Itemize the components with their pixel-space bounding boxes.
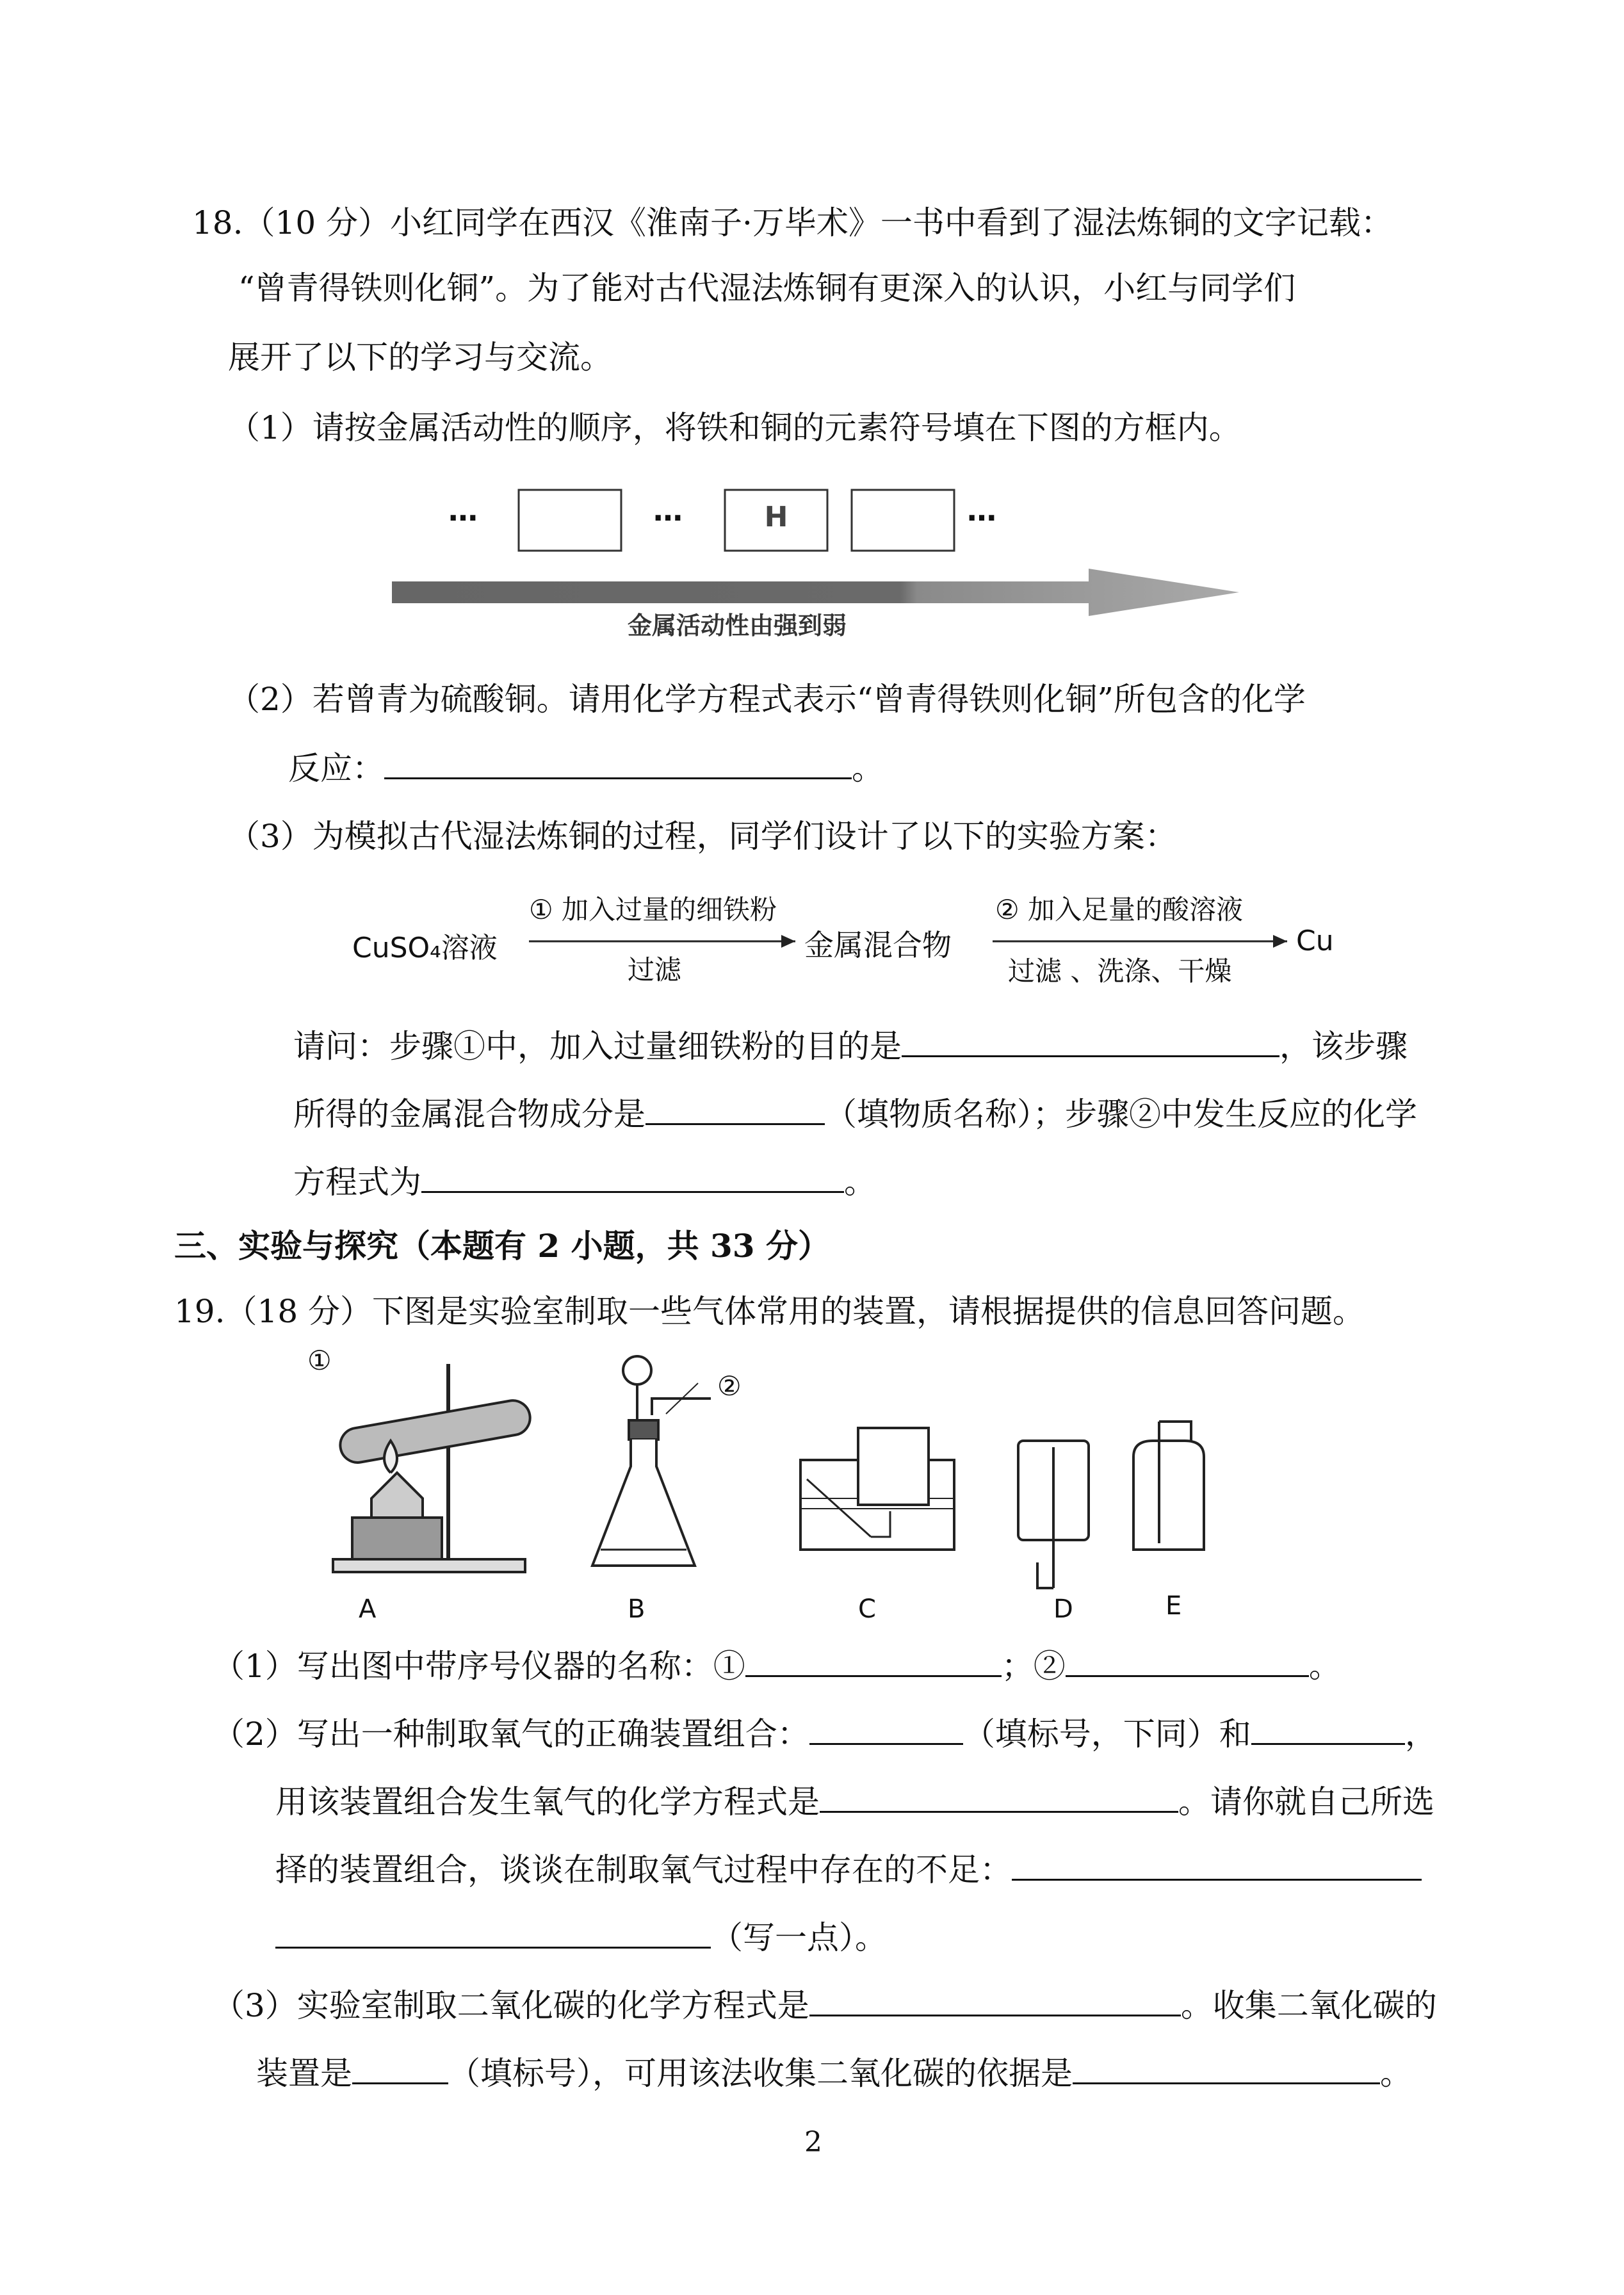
activity-box-1 <box>519 490 621 551</box>
flow-arrowhead-2 <box>1273 935 1287 948</box>
answer-blank-shortcoming-cont[interactable] <box>275 1917 711 1949</box>
apparatus-d <box>1018 1441 1089 1588</box>
activity-series-figure <box>384 474 1255 653</box>
q19-part2-line2: 用该装置组合发生氧气的化学方程式是 。请你就自己所选 <box>275 1781 1434 1821</box>
apparatus-label-b: B <box>628 1594 646 1624</box>
apparatus-c <box>800 1428 954 1550</box>
apparatus-figure <box>295 1345 1294 1639</box>
apparatus-e <box>1133 1422 1204 1550</box>
apparatus-label-e: E <box>1165 1591 1182 1621</box>
q18-part1: （1）请按金属活动性的顺序，将铁和铜的元素符号填在下图的方框内。 <box>228 409 1241 446</box>
section-3-title: 三、实验与探究（本题有 2 小题，共 33 分） <box>174 1227 830 1265</box>
answer-blank-co2-equation[interactable] <box>809 1985 1181 2016</box>
q18-part3: （3）为模拟古代湿法炼铜的过程，同学们设计了以下的实验方案： <box>228 818 1177 855</box>
ellipsis-left: … <box>448 493 478 528</box>
apparatus-label-a: A <box>359 1594 377 1624</box>
answer-blank-shortcoming[interactable] <box>1012 1849 1422 1881</box>
apparatus-label-d: D <box>1053 1594 1073 1624</box>
q19-stem: 19.（18 分）下图是实验室制取一些气体常用的装置，请根据提供的信息回答问题。 <box>174 1293 1365 1330</box>
answer-blank-co2-reason[interactable] <box>1073 2053 1380 2084</box>
flow-step1-bottom: 过滤 <box>628 954 682 985</box>
answer-blank-instrument-2[interactable] <box>1066 1646 1309 1677</box>
hydrogen-symbol: H <box>764 501 788 533</box>
activity-box-3 <box>852 490 954 551</box>
apparatus-b <box>592 1356 711 1566</box>
answer-blank-equation[interactable] <box>384 748 852 779</box>
apparatus-label-c: C <box>858 1594 876 1624</box>
q19-part2-line3: 择的装置组合，谈谈在制取氧气过程中存在的不足： <box>275 1849 1422 1889</box>
answer-blank-mixture[interactable] <box>646 1094 825 1125</box>
q18-part2-line1: （2）若曾青为硫酸铜。请用化学方程式表示“曾青得铁则化铜”所包含的化学 <box>228 681 1306 718</box>
q18-ask-line3: 方程式为 。 <box>293 1162 876 1201</box>
q18-ask-line1: 请问：步骤①中，加入过量细铁粉的目的是 ，该步骤 <box>293 1026 1408 1066</box>
answer-blank-step2-equation[interactable] <box>421 1162 844 1193</box>
activity-arrow-label: 金属活动性由强到弱 <box>628 612 847 640</box>
q18-part2-line2: 反应： 。 <box>288 748 884 788</box>
page-number: 2 <box>804 2126 822 2159</box>
q18-ask-line2: 所得的金属混合物成分是 （填物质名称）；步骤②中发生反应的化学 <box>293 1094 1417 1133</box>
flow-middle: 金属混合物 <box>804 928 952 962</box>
apparatus-a <box>333 1364 533 1572</box>
flow-step1-top: ① 加入过量的细铁粉 <box>529 894 777 925</box>
flow-step2-bottom: 过滤 、洗涤、干燥 <box>1008 955 1232 987</box>
q18-stem-line1: 18.（10 分）小红同学在西汉《淮南子·万毕术》一书中看到了湿法炼铜的文字记载： <box>192 204 1393 241</box>
q19-part3-line2: 装置是 （填标号），可用该法收集二氧化碳的依据是 。 <box>256 2053 1412 2093</box>
answer-blank-instrument-1[interactable] <box>745 1646 1002 1677</box>
marker-2: ② <box>717 1370 742 1402</box>
flow-arrowhead-1 <box>781 935 795 948</box>
answer-blank-oxygen-equation[interactable] <box>820 1781 1178 1813</box>
flow-diagram <box>339 882 1338 998</box>
ellipsis-right: … <box>967 493 996 528</box>
q19-part2-line4: （写一点）。 <box>275 1917 887 1957</box>
answer-blank-purpose[interactable] <box>902 1026 1279 1057</box>
q18-stem-line3: 展开了以下的学习与交流。 <box>228 339 612 376</box>
answer-blank-apparatus-1[interactable] <box>809 1714 963 1745</box>
answer-blank-apparatus-2[interactable] <box>1251 1714 1405 1745</box>
q18-stem-line2: “曾青得铁则化铜”。为了能对古代湿法炼铜有更深入的认识，小红与同学们 <box>238 270 1296 307</box>
answer-blank-co2-apparatus[interactable] <box>352 2053 448 2084</box>
q19-part3-line1: （3）实验室制取二氧化碳的化学方程式是 。收集二氧化碳的 <box>213 1985 1437 2025</box>
marker-1: ① <box>307 1345 332 1376</box>
q19-part1: （1）写出图中带序号仪器的名称：① ；② 。 <box>213 1646 1341 1685</box>
flow-step2-top: ② 加入足量的酸溶液 <box>995 894 1244 925</box>
flow-start: CuSO₄溶液 <box>352 932 498 964</box>
ellipsis-middle: … <box>653 493 683 528</box>
flow-end: Cu <box>1296 925 1334 957</box>
q19-part2-line1: （2）写出一种制取氧气的正确装置组合： （填标号，下同）和 ， <box>213 1714 1437 1753</box>
